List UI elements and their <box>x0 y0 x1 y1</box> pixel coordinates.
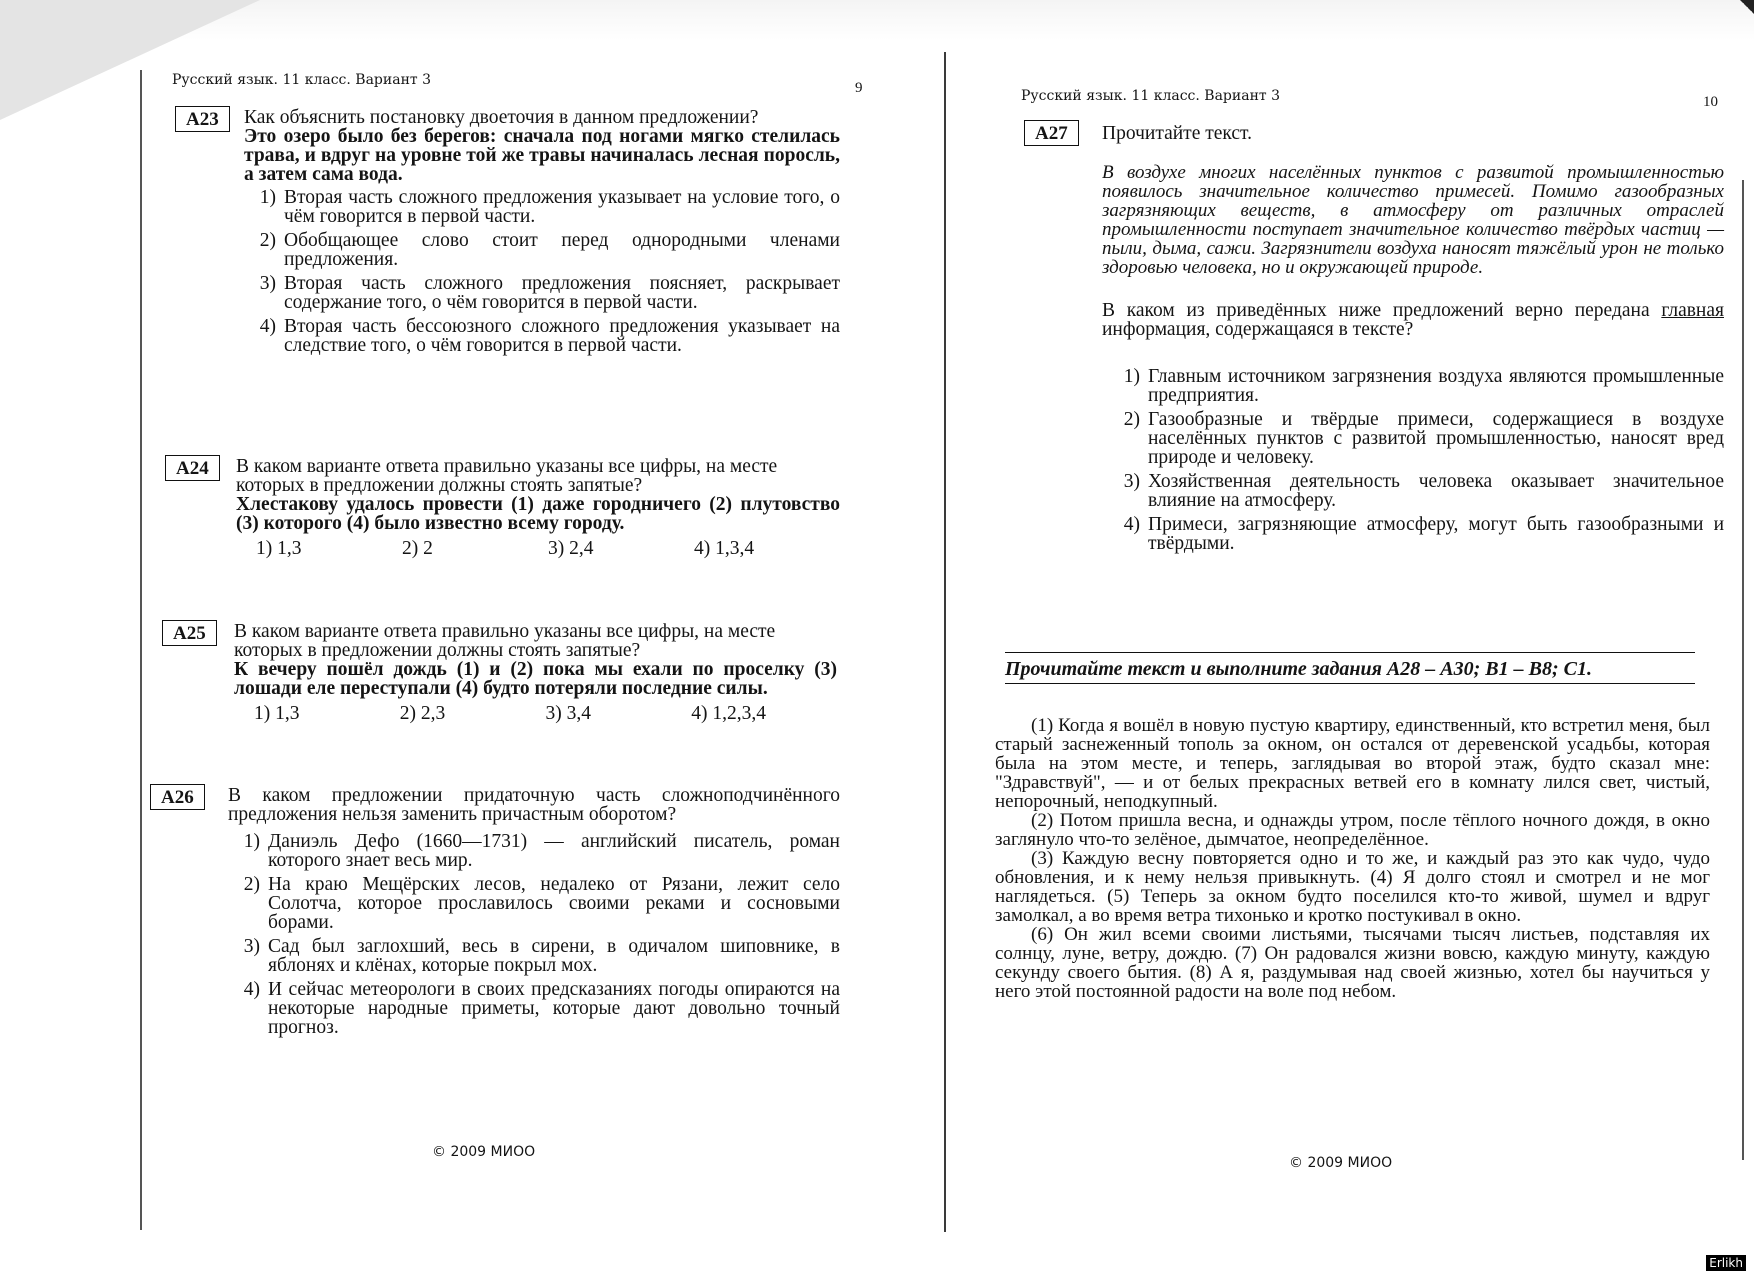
task-number: A27 <box>1024 120 1079 146</box>
answer-option[interactable]: 1) Главным источником загрязнения воздуха являются промышленные предприятия. <box>1123 366 1724 406</box>
answer-option[interactable]: 1) 1,3 <box>256 538 302 559</box>
page-spine <box>944 52 946 1232</box>
section-title: Прочитайте текст и выполните задания А28 – А30; В1 – В8; С1. <box>1005 652 1695 684</box>
answer-option[interactable]: 4) И сейчас метеорологи в своих предсказаниях погоды опираются на некоторые народные приметы, которые дают довольно точный прогноз. <box>243 979 840 1038</box>
answer-option[interactable]: 2) 2 <box>402 538 433 559</box>
answer-option[interactable]: 4) Примеси, загрязняющие атмосферу, могут быть газообразными и твёрдыми. <box>1123 514 1724 554</box>
page-footer: © 2009 МИОО <box>1289 1155 1393 1171</box>
task-sentence: Это озеро было без берегов: сначала под ногами мягко стелилась трава, и вдруг на уровне той же травы начиналась лесная поросль, а затем сама вода. <box>244 126 840 185</box>
passage-paragraph: (3) Каждую весну повторяется одно и то же, и каждый раз это как чудо, чудо обновления, и к нему нельзя привыкнуть. (4) Я долго стоял и смотрел и не мог наглядеться. (5) Теперь за окном будто поселился кто-то живой, шумел и вдруг замолкал, а во время ветра тихонько и кротко постукивал в окно. <box>995 848 1710 926</box>
answer-option[interactable]: 2) 2,3 <box>399 703 446 724</box>
task-question: В каком из приведённых ниже предложений верно передана главная информация, содержащаяся в тексте? <box>1102 300 1724 340</box>
page-number: 9 <box>855 80 863 96</box>
answer-option[interactable]: 1) Даниэль Дефо (1660—1731) — английский писатель, роман которого знает весь мир. <box>243 831 840 871</box>
task-sentence: Хлестакову удалось провести (1) даже городничего (2) плутовство (3) которого (4) было известно всему городу. <box>236 494 840 534</box>
answer-option[interactable]: 3) Вторая часть сложного предложения поясняет, раскрывает содержание того, о чём говорится в первой части. <box>259 273 840 313</box>
answer-option[interactable]: 2) Газообразные и твёрдые примеси, содержащиеся в воздухе населённых пунктов с развитой промышленностью, наносят вред природе и человеку. <box>1123 409 1724 468</box>
task-question: В каком варианте ответа правильно указаны все цифры, на месте которых в предложении должны стоять запятые? <box>234 621 776 661</box>
passage-paragraph: (2) Потом пришла весна, и однажды утром, после тёплого ночного дождя, в окно заглянуло что-то зелёное, дымчатое, неопределённое. <box>995 810 1710 850</box>
page-corner-shadow <box>1684 0 1754 70</box>
task-a26 <box>150 784 840 1042</box>
underlined-word: главная <box>1661 300 1724 321</box>
answer-option[interactable]: 3) Хозяйственная деятельность человека оказывает значительное влияние на атмосферу. <box>1123 471 1724 511</box>
passage-paragraph: (6) Он жил всеми своими листьями, тысячами тысяч листьев, подставляя их солнцу, луне, ветру, дождю. (7) Он радовался жизни вовсю, каждую минуту, каждую секунду своего бытия. (8) А я, раздумывая над своей жизнью, хотел бы научиться у него этой постоянной радости на воле под небом. <box>995 924 1710 1002</box>
answer-option[interactable]: 4) 1,2,3,4 <box>691 703 766 724</box>
page-footer: © 2009 МИОО <box>432 1144 536 1160</box>
right-page-edge <box>1742 180 1744 1160</box>
answer-option[interactable]: 1) 1,3 <box>254 703 300 724</box>
task-number: A24 <box>165 455 220 481</box>
answer-option[interactable]: 3) 2,4 <box>548 538 594 559</box>
page-number: 10 <box>1703 94 1718 110</box>
answer-option[interactable]: 4) 1,3,4 <box>694 538 755 559</box>
left-page-edge <box>140 70 142 1230</box>
task-number: A26 <box>150 784 205 810</box>
task-question: Как объяснить постановку двоеточия в данном предложении? <box>244 107 759 128</box>
task-intro: Прочитайте текст. <box>1102 123 1252 144</box>
answer-option[interactable]: 2) На краю Мещёрских лесов, недалеко от Рязани, лежит село Солотча, которое прославилось своими реками и сосновыми борами. <box>243 874 840 933</box>
answer-option[interactable]: 4) Вторая часть бессоюзного сложного предложения указывает на следствие того, о чём говорится в первой части. <box>259 316 840 356</box>
answer-option[interactable]: 3) 3,4 <box>545 703 591 724</box>
folded-corner <box>0 0 260 120</box>
task-sentence: К вечеру пошёл дождь (1) и (2) пока мы ехали по проселку (3) лошади еле переступали (4) будто потеряли последние силы. <box>234 659 837 699</box>
task-number: A23 <box>175 106 230 132</box>
answer-option[interactable]: 3) Сад был заглохший, весь в сирени, в одичалом шиповнике, в яблонях и клёнах, которые покрыл мох. <box>243 936 840 976</box>
task-a24 <box>165 455 840 558</box>
reading-passage <box>995 716 1710 1001</box>
task-a25 <box>162 620 837 723</box>
task-a23 <box>175 106 840 360</box>
passage-paragraph: (1) Когда я вошёл в новую пустую квартиру, единственный, кто встретил меня, был старый заснеженный тополь за окном, он остался от деревенской усадьбы, которая была на этом месте, и теперь, заглядывая во второй этаж, будто сказал мне: "Здравствуй", — и от белых прекрасных ветвей его в комнату лился свет, чистый, непорочный, неподкупный. <box>995 715 1710 812</box>
answer-option[interactable]: 2) Обобщающее слово стоит перед однородными членами предложения. <box>259 230 840 270</box>
task-question: В каком варианте ответа правильно указаны все цифры, на месте которых в предложении должны стоять запятые? <box>236 456 778 496</box>
reading-text: В воздухе многих населённых пунктов с развитой промышленностью появилось значительное количество примесей. Помимо газообразных загрязняющих веществ, в атмосферу от различных отраслей промышленности поступает значительное количество твёрдых частиц — пыли, дыма, сажи. Загрязнители воздуха наносят тяжёлый урон не только здоровью человека, но и окружающей природе. <box>1102 162 1724 278</box>
scan-background <box>0 0 1754 40</box>
watermark: Erlikh <box>1706 1255 1746 1271</box>
task-a27 <box>1024 120 1724 558</box>
page-header: Русский язык. 11 класс. Вариант 3 <box>1021 88 1281 104</box>
answer-option[interactable]: 1) Вторая часть сложного предложения указывает на условие того, о чём говорится в первой части. <box>259 187 840 227</box>
task-question: В каком предложении придаточную часть сложноподчинённого предложения нельзя заменить причастным оборотом? <box>228 785 840 825</box>
task-number: A25 <box>162 620 217 646</box>
page-header: Русский язык. 11 класс. Вариант 3 <box>172 72 432 88</box>
